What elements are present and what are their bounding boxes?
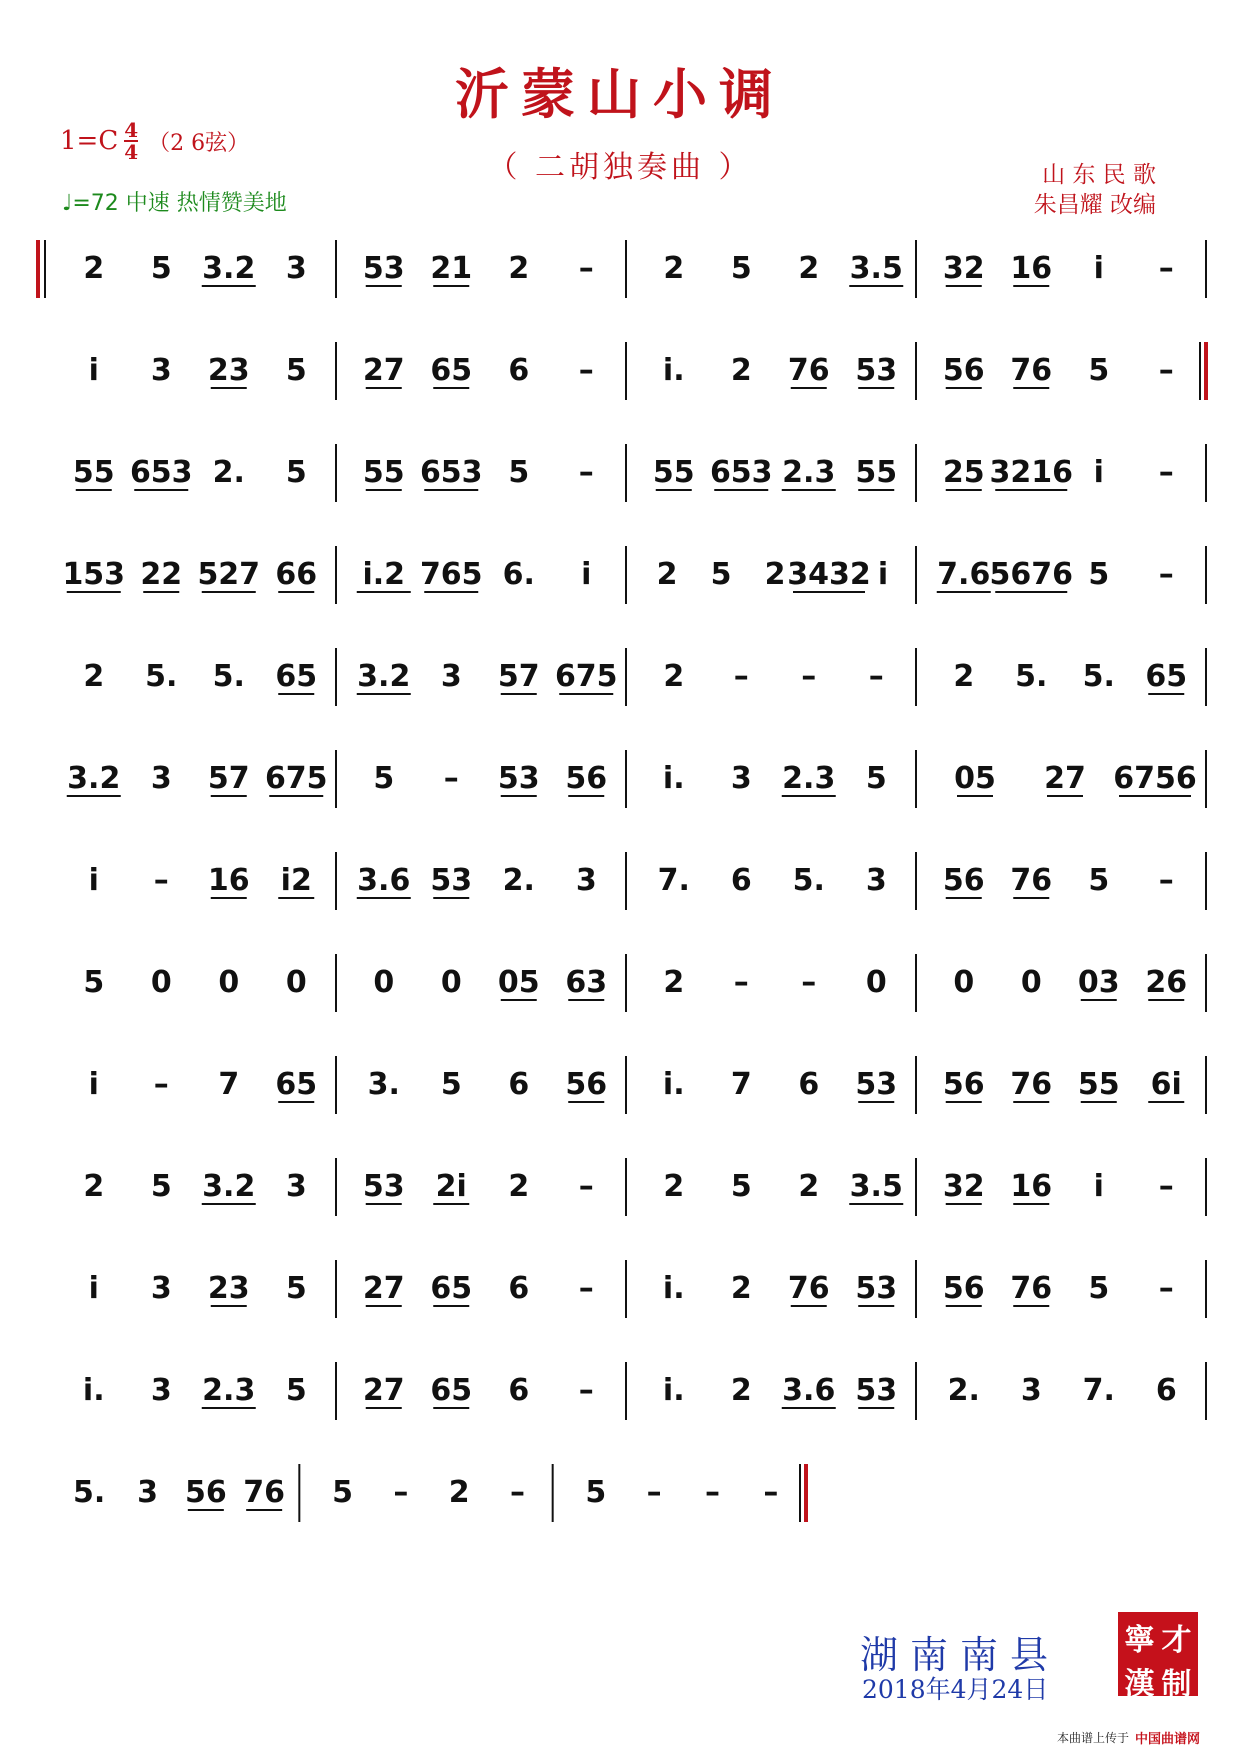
note-group: i	[1093, 1169, 1104, 1204]
note-group: 53	[855, 353, 898, 388]
note-group: 5676	[989, 557, 1073, 592]
note-group: –	[1158, 251, 1174, 286]
note-group: i	[88, 1271, 99, 1306]
note-group: 56	[565, 1067, 608, 1102]
note-group: i.	[662, 1067, 685, 1102]
note-group: –	[578, 251, 594, 286]
note-group: 56	[942, 863, 985, 898]
note-group: 0	[150, 965, 172, 1000]
note-group: 3.6	[357, 863, 411, 898]
note-group: 5	[585, 1475, 607, 1510]
note-group: 7.	[657, 863, 690, 898]
note-group: 3.2	[357, 659, 411, 694]
note-group: 6	[508, 1067, 530, 1102]
note-group: –	[510, 1475, 525, 1510]
note-group: 05	[954, 761, 996, 796]
note-group: i	[877, 557, 889, 592]
note-group: –	[578, 1271, 594, 1306]
note-group: 6	[730, 863, 752, 898]
note-group: 2.	[502, 863, 535, 898]
staff-row	[36, 312, 1216, 412]
note-group: 3.6	[782, 1373, 836, 1408]
note-group: 2i	[435, 1169, 467, 1204]
staff-row	[36, 1434, 816, 1534]
note-group: 0	[865, 965, 887, 1000]
note-group: –	[578, 353, 594, 388]
note-group: 5.	[145, 659, 178, 694]
note-group: 23	[207, 353, 250, 388]
note-group: 765	[419, 557, 483, 592]
note-group: 6	[1155, 1373, 1177, 1408]
note-group: 5	[710, 557, 732, 592]
note-group: 16	[1010, 251, 1053, 286]
note-group: –	[1158, 557, 1174, 592]
note-group: 16	[207, 863, 250, 898]
note-group: 55	[72, 455, 115, 490]
note-group: 5	[373, 761, 395, 796]
note-group: 0	[373, 965, 395, 1000]
staff-row	[36, 822, 1216, 922]
note-group: 2	[83, 251, 105, 286]
note-group: 2	[953, 659, 975, 694]
note-group: –	[578, 455, 594, 490]
note-group: 53	[362, 251, 405, 286]
note-group: 5	[150, 1169, 172, 1204]
note-group: 57	[207, 761, 250, 796]
note-group: 2	[798, 251, 820, 286]
note-group: 56	[565, 761, 608, 796]
note-group: 55	[362, 455, 405, 490]
note-group: 3	[730, 761, 752, 796]
note-group: 675	[264, 761, 328, 796]
note-group: 76	[243, 1475, 286, 1510]
note-group: i	[88, 863, 99, 898]
note-group: 5	[332, 1475, 353, 1510]
note-group: –	[393, 1475, 409, 1510]
page-title: 沂蒙山小调	[455, 62, 785, 126]
note-group: –	[646, 1475, 662, 1510]
note-group: 5	[285, 353, 307, 388]
note-group: 3	[865, 863, 887, 898]
note-group: 5	[865, 761, 887, 796]
note-group: i.	[662, 353, 685, 388]
note-group: 5	[1088, 1271, 1110, 1306]
seal-char: 寧	[1124, 1623, 1155, 1658]
note-group: –	[153, 1067, 169, 1102]
staff-row	[36, 1026, 1216, 1126]
note-group: 53	[855, 1373, 898, 1408]
note-group: i	[88, 1067, 99, 1102]
note-group: 3.	[367, 1067, 400, 1102]
note-group: 56	[184, 1475, 227, 1510]
note-group: 653	[709, 455, 773, 490]
note-group: 03	[1077, 965, 1120, 1000]
note-group: 653	[419, 455, 483, 490]
note-group: 2	[663, 1169, 685, 1204]
note-group: 3432	[787, 557, 871, 592]
note-group: 2.	[212, 455, 245, 490]
note-group: 5	[730, 251, 752, 286]
note-group: 2.3	[202, 1373, 256, 1408]
note-group: 3.5	[849, 251, 903, 286]
note-group: 7.	[1082, 1373, 1115, 1408]
note-group: 5.	[792, 863, 825, 898]
note-group: –	[868, 659, 884, 694]
note-group: 65	[430, 353, 473, 388]
note-group: 153	[62, 557, 126, 592]
note-group: –	[1158, 455, 1174, 490]
date-label: 2018年4月24日	[862, 1675, 1049, 1704]
note-group: 76	[1010, 1067, 1053, 1102]
note-group: 2	[663, 659, 685, 694]
note-group: 3	[1020, 1373, 1042, 1408]
key-label: 1=C	[60, 126, 119, 156]
note-group: 55	[652, 455, 695, 490]
note-group: 6756	[1113, 761, 1197, 796]
staff-row	[36, 516, 1216, 616]
tempo-label: ♩=72 中速 热情赞美地	[62, 191, 287, 216]
note-group: 53	[497, 761, 540, 796]
note-group: –	[801, 659, 817, 694]
note-group: 6	[508, 1271, 530, 1306]
note-group: 5.	[1015, 659, 1048, 694]
note-group: 6	[508, 1373, 530, 1408]
note-group: 0	[218, 965, 240, 1000]
note-group: 76	[1010, 1271, 1053, 1306]
note-group: 65	[430, 1271, 473, 1306]
note-group: 3	[440, 659, 462, 694]
note-group: 66	[275, 557, 318, 592]
note-group: 3	[137, 1475, 158, 1510]
staff-row	[36, 924, 1216, 1024]
note-group: 56	[942, 1271, 985, 1306]
note-group: 2	[764, 557, 786, 592]
note-group: i	[581, 557, 592, 592]
seal-char: 制	[1161, 1667, 1192, 1702]
note-group: –	[763, 1475, 779, 1510]
page-subtitle: （ 二胡独奏曲 ）	[487, 150, 753, 185]
note-group: –	[733, 965, 749, 1000]
time-bottom: 4	[124, 140, 139, 164]
note-group: 5	[1088, 353, 1110, 388]
note-group: 3	[150, 1271, 172, 1306]
note-group: 76	[1010, 353, 1053, 388]
note-group: –	[705, 1475, 720, 1510]
note-group: 2	[508, 1169, 530, 1204]
note-group: i.	[662, 1373, 685, 1408]
note-group: –	[801, 965, 817, 1000]
staff-row	[36, 1128, 1216, 1228]
note-group: 55	[855, 455, 898, 490]
note-group: 2	[798, 1169, 820, 1204]
note-group: 57	[497, 659, 540, 694]
note-group: 05	[497, 965, 540, 1000]
note-group: 0	[285, 965, 307, 1000]
note-group: i2	[280, 863, 312, 898]
note-group: 56	[942, 353, 985, 388]
note-group: 2	[730, 1373, 752, 1408]
staff-row	[36, 1332, 1216, 1432]
note-group: 2	[448, 1475, 470, 1510]
note-group: i.2	[362, 557, 406, 592]
note-group: i	[88, 353, 99, 388]
note-group: 27	[362, 1271, 405, 1306]
note-group: 2	[83, 659, 105, 694]
note-group: 5	[508, 455, 530, 490]
note-group: 7.6	[937, 557, 991, 592]
staff-row	[36, 618, 1216, 718]
note-group: –	[578, 1373, 594, 1408]
note-group: 6	[508, 353, 530, 388]
note-group: 3	[150, 1373, 172, 1408]
note-group: 76	[787, 353, 830, 388]
note-group: 5	[1088, 557, 1110, 592]
note-group: 2.	[947, 1373, 980, 1408]
note-group: 5	[285, 1271, 307, 1306]
note-group: i.	[662, 761, 685, 796]
note-group: 76	[787, 1271, 830, 1306]
note-group: 26	[1145, 965, 1188, 1000]
seal-stamp	[1118, 1612, 1198, 1702]
note-group: 5	[730, 1169, 752, 1204]
note-group: 2	[656, 557, 678, 592]
note-group: i.	[662, 1271, 685, 1306]
note-group: 27	[362, 353, 405, 388]
note-group: 76	[1010, 863, 1053, 898]
note-group: 5.	[1082, 659, 1115, 694]
note-group: 65	[275, 1067, 318, 1102]
note-group: 53	[362, 1169, 405, 1204]
note-group: 2	[83, 1169, 105, 1204]
upload-note: 本曲谱上传于	[1056, 1731, 1129, 1745]
note-group: 3.2	[202, 1169, 256, 1204]
note-group: 2	[730, 1271, 752, 1306]
seal-char: 漢	[1124, 1667, 1155, 1702]
note-group: 675	[554, 659, 618, 694]
note-group: 32	[942, 251, 985, 286]
note-group: 3	[285, 1169, 307, 1204]
note-group: 5	[440, 1067, 462, 1102]
note-group: 3	[285, 251, 307, 286]
note-group: 5	[285, 1373, 307, 1408]
note-group: 6i	[1150, 1067, 1182, 1102]
note-group: 0	[440, 965, 462, 1000]
key-signature	[60, 120, 249, 162]
note-group: 63	[565, 965, 608, 1000]
note-group: 56	[942, 1067, 985, 1102]
note-group: 3	[150, 761, 172, 796]
note-group: –	[733, 659, 749, 694]
note-group: –	[578, 1169, 594, 1204]
note-group: 2.3	[782, 455, 836, 490]
note-group: –	[1158, 1169, 1174, 1204]
arranger-label: 朱昌耀 改编	[1033, 192, 1156, 218]
staff-row	[36, 1230, 1216, 1330]
note-group: 5.	[73, 1475, 106, 1510]
note-group: 21	[430, 251, 473, 286]
seal-char: 才	[1161, 1623, 1192, 1658]
staff-row	[36, 210, 1216, 310]
staff-row	[36, 414, 1216, 514]
note-group: 27	[362, 1373, 405, 1408]
note-group: 2	[730, 353, 752, 388]
note-group: 55	[1077, 1067, 1120, 1102]
note-group: –	[1158, 863, 1174, 898]
staff-row	[36, 720, 1216, 820]
note-group: 65	[1145, 659, 1188, 694]
note-group: 27	[1044, 761, 1086, 796]
note-group: 5	[150, 251, 172, 286]
note-group: i.	[82, 1373, 105, 1408]
note-group: 3.2	[202, 251, 256, 286]
note-group: 5	[83, 965, 105, 1000]
note-group: –	[443, 761, 459, 796]
note-group: 653	[129, 455, 193, 490]
note-group: 16	[1010, 1169, 1053, 1204]
note-group: 0	[953, 965, 975, 1000]
note-group: 65	[430, 1373, 473, 1408]
note-group: 0	[1020, 965, 1042, 1000]
note-group: 7	[730, 1067, 752, 1102]
note-group: 22	[140, 557, 183, 592]
origin-label: 山 东 民 歌	[1042, 162, 1156, 188]
note-group: 65	[275, 659, 318, 694]
note-group: i	[1093, 251, 1104, 286]
note-group: 2.3	[782, 761, 836, 796]
note-group: –	[153, 863, 169, 898]
tuning-label: （2 6弦）	[148, 130, 250, 156]
note-group: 2	[663, 965, 685, 1000]
note-group: 53	[855, 1271, 898, 1306]
note-group: 53	[855, 1067, 898, 1102]
time-top: 4	[124, 118, 139, 142]
note-group: 3	[150, 353, 172, 388]
note-group: 53	[430, 863, 473, 898]
note-group: 3.5	[849, 1169, 903, 1204]
note-group: 6.	[502, 557, 535, 592]
note-group: –	[1158, 1271, 1174, 1306]
upload-footer	[1057, 1728, 1200, 1747]
note-group: 3	[575, 863, 597, 898]
time-signature	[124, 120, 138, 162]
note-group: 527	[197, 557, 261, 592]
note-group: 2	[663, 251, 685, 286]
place-label: 湖南南县	[860, 1633, 1061, 1677]
note-group: 3.2	[67, 761, 121, 796]
note-group: 5	[285, 455, 307, 490]
note-group: 5.	[212, 659, 245, 694]
site-logo[interactable]: 中国曲谱网	[1134, 1732, 1200, 1747]
note-group: 23	[207, 1271, 250, 1306]
note-group: 3216	[989, 455, 1073, 490]
note-group: –	[1158, 353, 1174, 388]
note-group: 32	[942, 1169, 985, 1204]
note-group: 25	[942, 455, 985, 490]
note-group: 7	[218, 1067, 240, 1102]
note-group: 2	[508, 251, 530, 286]
note-group: 6	[798, 1067, 820, 1102]
note-group: 5	[1088, 863, 1110, 898]
note-group: i	[1093, 455, 1104, 490]
